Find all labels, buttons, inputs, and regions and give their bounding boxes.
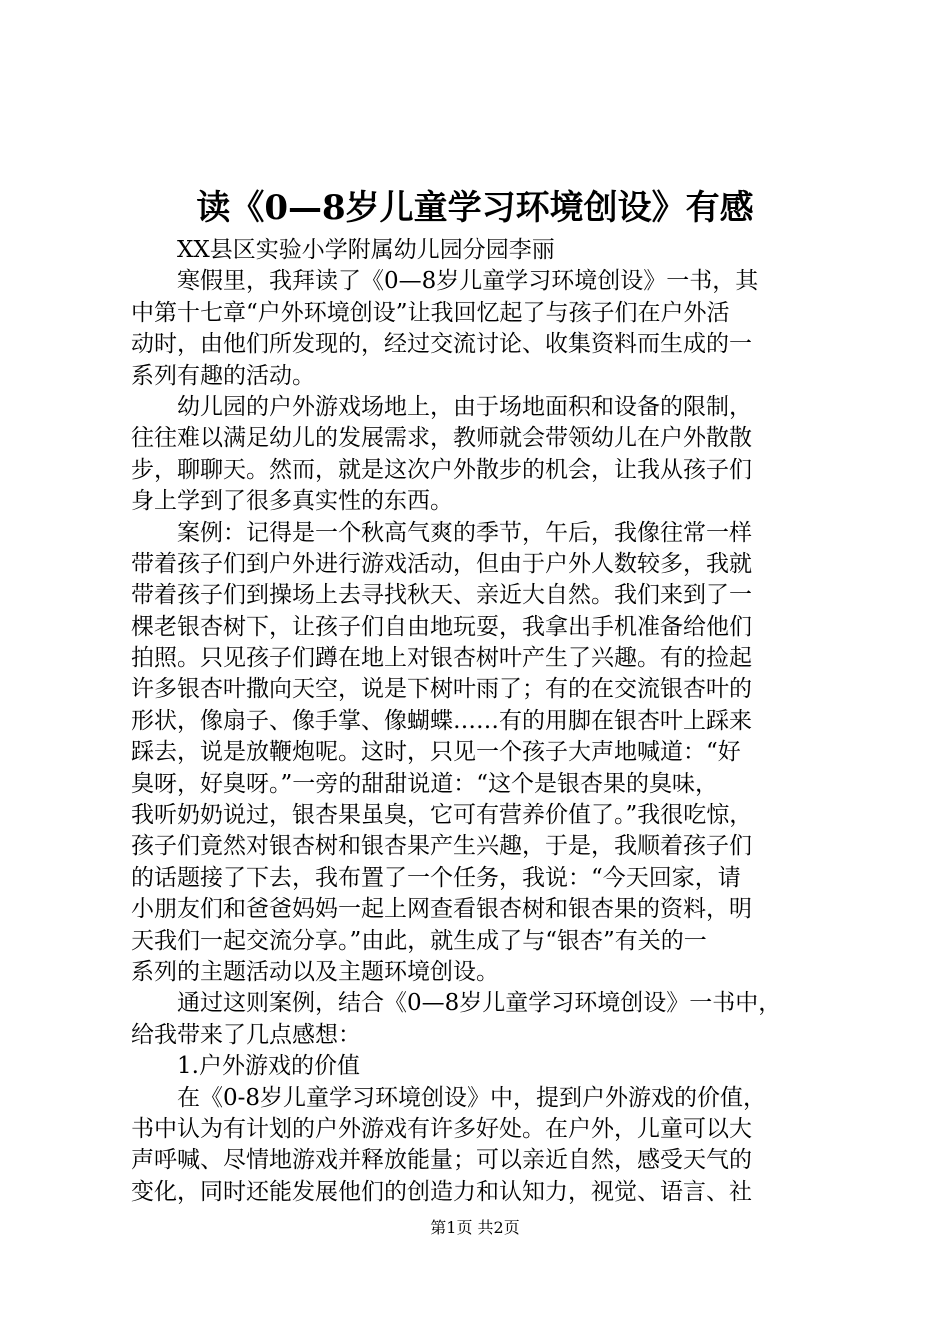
paragraph-line: 声呼喊、尽情地游戏并释放能量；可以亲近自然，感受天气的 [131, 1147, 752, 1174]
document-title: 读《0—8岁儿童学习环境创设》有感 [196, 188, 754, 228]
paragraph-line: 中第十七章“户外环境创设”让我回忆起了与孩子们在户外活 [131, 299, 730, 326]
paragraph-line: 步，聊聊天。然而，就是这次户外散步的机会，让我从孩子们 [131, 456, 752, 483]
author-line: XX县区实验小学附属幼儿园分园李丽 [177, 237, 555, 263]
paragraph-line: 系列有趣的活动。 [131, 362, 315, 389]
paragraph-line: 孩子们竟然对银杏树和银杏果产生兴趣，于是，我顺着孩子们 [131, 833, 752, 860]
paragraph-line: 棵老银杏树下，让孩子们自由地玩耍，我拿出手机准备给他们 [131, 613, 752, 640]
paragraph-line: 许多银杏叶撒向天空，说是下树叶雨了；有的在交流银杏叶的 [131, 676, 752, 703]
paragraph-line: 变化，同时还能发展他们的创造力和认知力，视觉、语言、社 [131, 1178, 752, 1205]
paragraph-line: 在《0-8岁儿童学习环境创设》中，提到户外游戏的价值， [177, 1084, 767, 1111]
paragraph-line: 带着孩子们到户外进行游戏活动，但由于户外人数较多，我就 [131, 550, 752, 577]
paragraph-line: 形状，像扇子、像手掌、像蝴蝶……有的用脚在银杏叶上踩来 [131, 707, 752, 734]
paragraph-line: 寒假里，我拜读了《0—8岁儿童学习环境创设》一书，其 [177, 268, 759, 295]
paragraph-line: 的话题接了下去，我布置了一个任务，我说：“今天回家，请 [131, 864, 741, 891]
paragraph-line: 臭呀，好臭呀。”一旁的甜甜说道：“这个是银杏果的臭味， [131, 770, 719, 797]
paragraph-line: 我听奶奶说过，银杏果虽臭，它可有营养价值了。”我很吃惊， [131, 802, 753, 829]
document-body [131, 235, 831, 1208]
paragraph-line: 往往难以满足幼儿的发展需求，教师就会带领幼儿在户外散散 [131, 425, 752, 452]
paragraph-line: 幼儿园的户外游戏场地上，由于场地面积和设备的限制， [177, 393, 752, 420]
paragraph-line: 系列的主题活动以及主题环境创设。 [131, 958, 499, 985]
paragraph-line: 动时，由他们所发现的，经过交流讨论、收集资料而生成的一 [131, 331, 752, 358]
paragraph-line: 给我带来了几点感想： [131, 1021, 361, 1048]
paragraph-line: 小朋友们和爸爸妈妈一起上网查看银杏树和银杏果的资料，明 [131, 896, 752, 923]
paragraph-line: 身上学到了很多真实性的东西。 [131, 488, 453, 515]
paragraph-line: 带着孩子们到操场上去寻找秋天、亲近大自然。我们来到了一 [131, 582, 752, 609]
paragraph-line: 天我们一起交流分享。”由此，就生成了与“银杏”有关的一 [131, 927, 707, 954]
section-heading: 1.户外游戏的价值 [177, 1053, 360, 1080]
paragraph-line: 书中认为有计划的户外游戏有许多好处。在户外，儿童可以大 [131, 1115, 752, 1142]
paragraph-line: 拍照。只见孩子们蹲在地上对银杏树叶产生了兴趣。有的捡起 [131, 645, 752, 672]
paragraph-line: 案例：记得是一个秋高气爽的季节，午后，我像往常一样 [177, 519, 752, 546]
paragraph-line: 通过这则案例，结合《0—8岁儿童学习环境创设》一书中， [177, 990, 782, 1017]
paragraph-line: 踩去，说是放鞭炮呢。这时，只见一个孩子大声地喊道：“好 [131, 739, 741, 766]
page-footer: 第1页 共2页 [430, 1218, 520, 1237]
